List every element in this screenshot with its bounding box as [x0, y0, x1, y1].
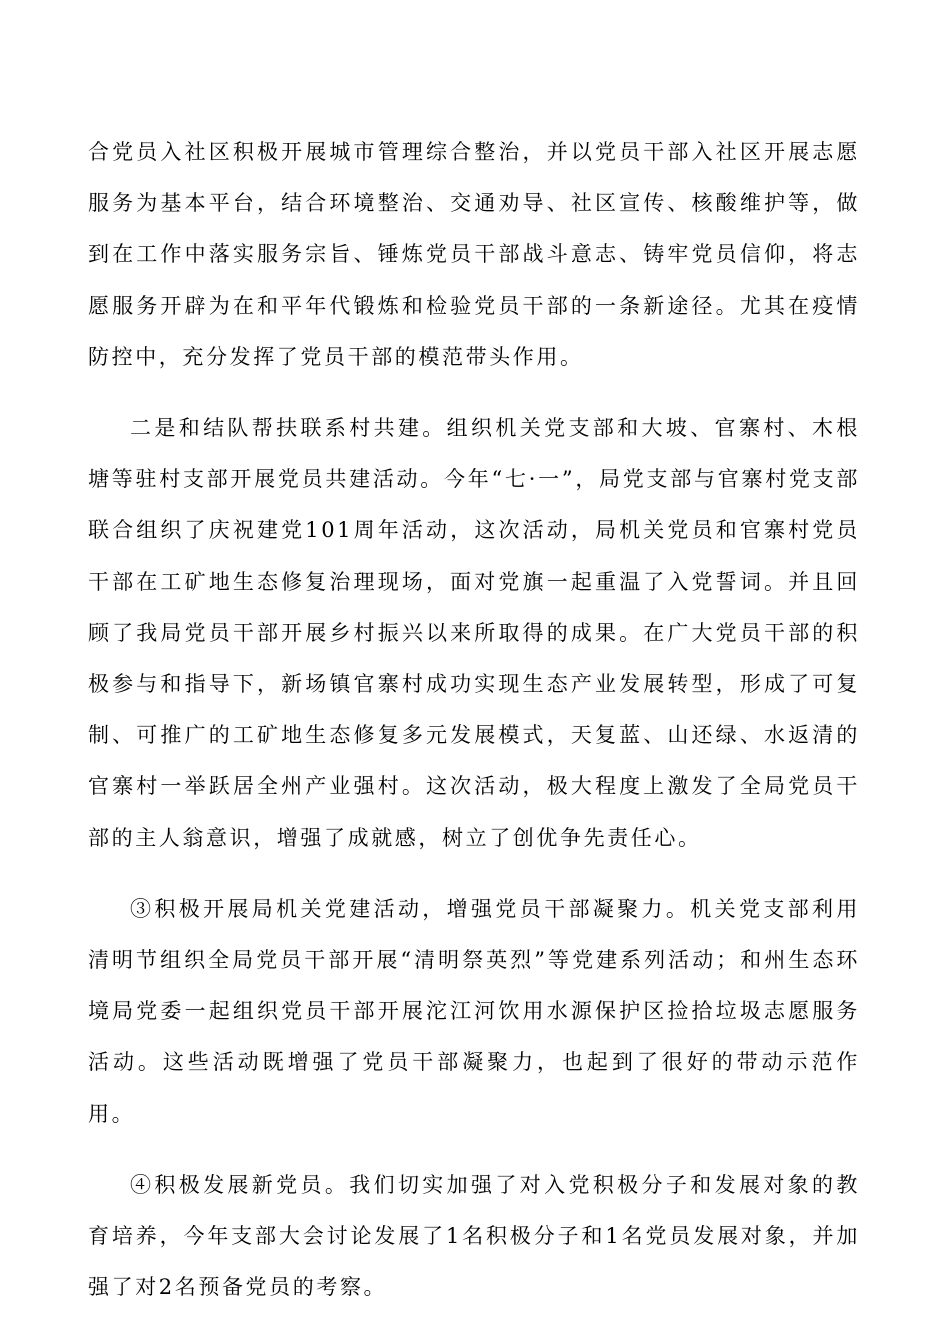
paragraph-new-members: ④积极发展新党员。我们切实加强了对入党积极分子和发展对象的教育培养，今年支部大会讨论发展了1名积极分子和1名党员发展对象，并加强了对2名预备党员的考察。	[88, 1172, 860, 1300]
paragraph-continuation: 合党员入社区积极开展城市管理综合整治，并以党员干部入社区开展志愿服务为基本平台，结合环境整治、交通劝导、社区宣传、核酸维护等，做到在工作中落实服务宗旨、锤炼党员干部战斗意志、铸牢党员信仰，将志愿服务开辟为在和平年代锻炼和检验党员干部的一条新途径。尤其在疫情防控中，充分发挥了党员干部的模范带头作用。	[88, 140, 860, 369]
paragraph-party-activities: ③积极开展局机关党建活动，增强党员干部凝聚力。机关党支部利用清明节组织全局党员干部开展“清明祭英烈”等党建系列活动；和州生态环境局党委一起组织党员干部开展沱江河饮用水源保护区捡拾垃圾志愿服务活动。这些活动既增强了党员干部凝聚力，也起到了很好的带动示范作用。	[88, 896, 860, 1126]
paragraph-village-cobuilding: 二是和结队帮扶联系村共建。组织机关党支部和大坡、官寨村、木根塘等驻村支部开展党员共建活动。今年“七·一”，局党支部与官寨村党支部联合组织了庆祝建党101周年活动，这次活动，局机关党员和官寨村党员干部在工矿地生态修复治理现场，面对党旗一起重温了入党誓词。并且回顾了我局党员干部开展乡村振兴以来所取得的成果。在广大党员干部的积极参与和指导下，新场镇官寨村成功实现生态产业发展转型，形成了可复制、可推广的工矿地生态修复多元发展模式，天复蓝、山还绿、水返清的官寨村一举跃居全州产业强村。这次活动，极大程度上激发了全局党员干部的主人翁意识，增强了成就感，树立了创优争先责任心。	[88, 416, 860, 850]
document-body	[88, 127, 860, 1313]
